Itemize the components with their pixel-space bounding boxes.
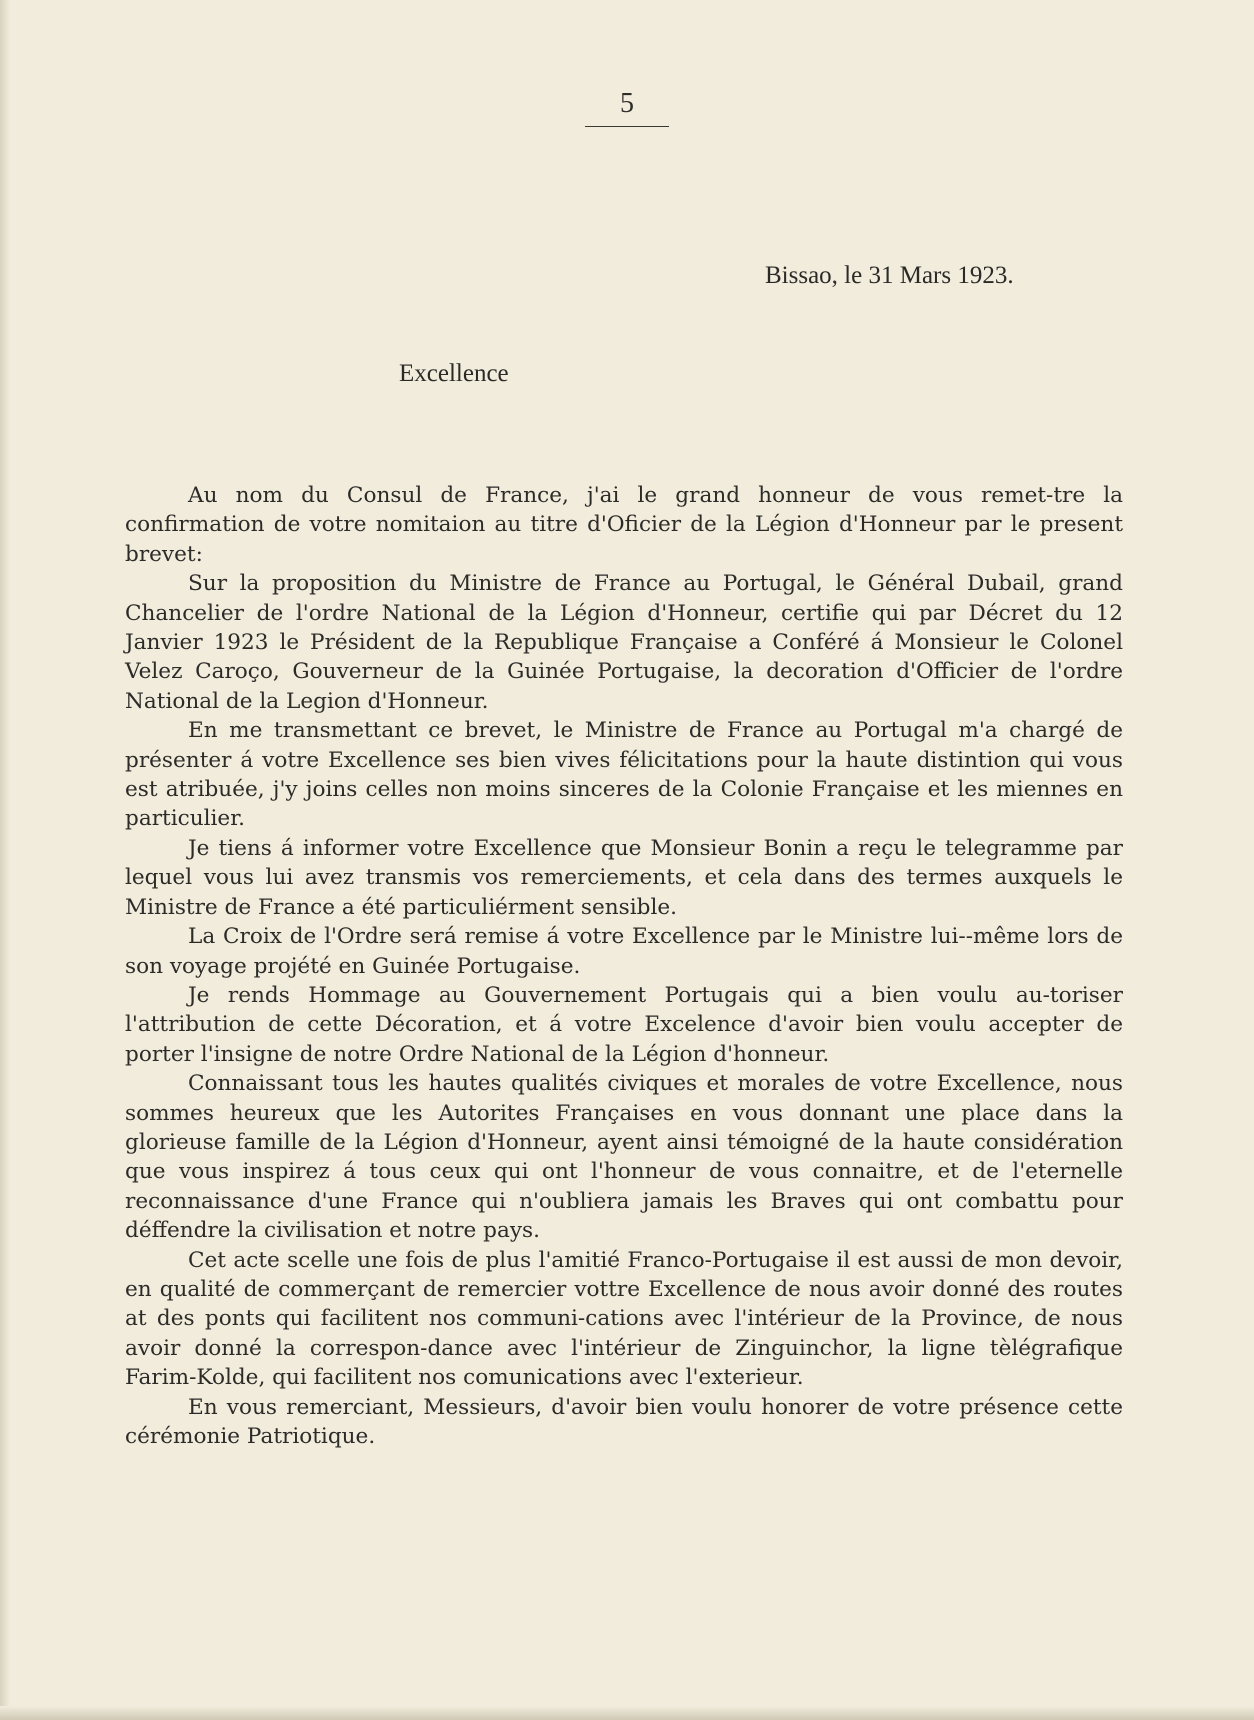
paragraph-1: Au nom du Consul de France, j'ai le grand honneur de vous remet-tre la confirmation de votre nomitaion au titre d'Oficier de la Légion d'Honneur par le present brevet: bbox=[125, 483, 1123, 567]
page-number: 5 bbox=[620, 88, 634, 119]
page-left-edge-shadow bbox=[0, 0, 10, 1720]
paragraph-7: Connaissant tous les hautes qualités civiques et morales de votre Excellence, nous sommes heureux que les Autorites Françaises en vous donnant une place dans la glorieuse famille de la Légion d'Honneur, ayent ainsi témoigné de la haute considération que vous inspirez á tous ceux qui ont l'honneur de vous connaitre, et de l'eternelle reconnaissance d'une France qui n'oubliera jamais les Braves qui ont combattu pour déffendre la civilisation et notre pays. bbox=[125, 1071, 1123, 1244]
letter-body bbox=[125, 481, 1123, 1451]
paragraph-5: La Croix de l'Ordre será remise á votre Excellence par le Ministre lui--même lors de son voyage projété en Guinée Portugaise. bbox=[125, 924, 1123, 979]
salutation: Excellence bbox=[399, 360, 509, 387]
paragraph-3: En me transmettant ce brevet, le Ministre de France au Portugal m'a chargé de présenter á votre Excellence ses bien vives félicitations pour la haute distintion qui vous est atribuée, j'y joins celles non moins sinceres de la Colonie Française et les miennes en particulier. bbox=[125, 718, 1123, 832]
page-bottom-edge-shadow bbox=[0, 1706, 1254, 1720]
paragraph-9: En vous remerciant, Messieurs, d'avoir bien voulu honorer de votre présence cette cérémonie Patriotique. bbox=[125, 1394, 1123, 1449]
paragraph-6: Je rends Hommage au Gouvernement Portugais qui a bien voulu au-toriser l'attribution de cette Décoration, et á votre Excelence d'avoir bien voulu accepter de porter l'insigne de notre Ordre National de la Légion d'honneur. bbox=[125, 982, 1123, 1067]
paragraph-2: Sur la proposition du Ministre de France au Portugal, le Général Dubail, grand Chancelier de l'ordre National de la Légion d'Honneur, certifie qui par Décret du 12 Janvier 1923 le Président de la Republique Française a Conféré á Monsieur le Colonel Velez Caroço, Gouverneur de la Guinée Portugaise, la decoration d'Officier de l'ordre National de la Legion d'Honneur. bbox=[125, 571, 1123, 714]
paragraph-4: Je tiens á informer votre Excellence que Monsieur Bonin a reçu le telegramme par lequel vous lui avez transmis vos remerciements, et cela dans des termes auxquels le Ministre de France a été particuliérment sensible. bbox=[125, 835, 1123, 920]
date-line: Bissao, le 31 Mars 1923. bbox=[765, 262, 1014, 289]
paragraph-8: Cet acte scelle une fois de plus l'amitié Franco-Portugaise il est aussi de mon devoir, en qualité de commerçant de remercier vottre Excellence de nous avoir donné des routes at des ponts qui facilitent nos communi-cations avec l'intérieur de la Province, de nous avoir donné la correspon-dance avec l'intérieur de Zinguinchor, la ligne tèlégrafique Farim-Kolde, qui facilitent nos comunications avec l'exterieur. bbox=[125, 1247, 1123, 1391]
page-number-underline bbox=[585, 126, 669, 127]
